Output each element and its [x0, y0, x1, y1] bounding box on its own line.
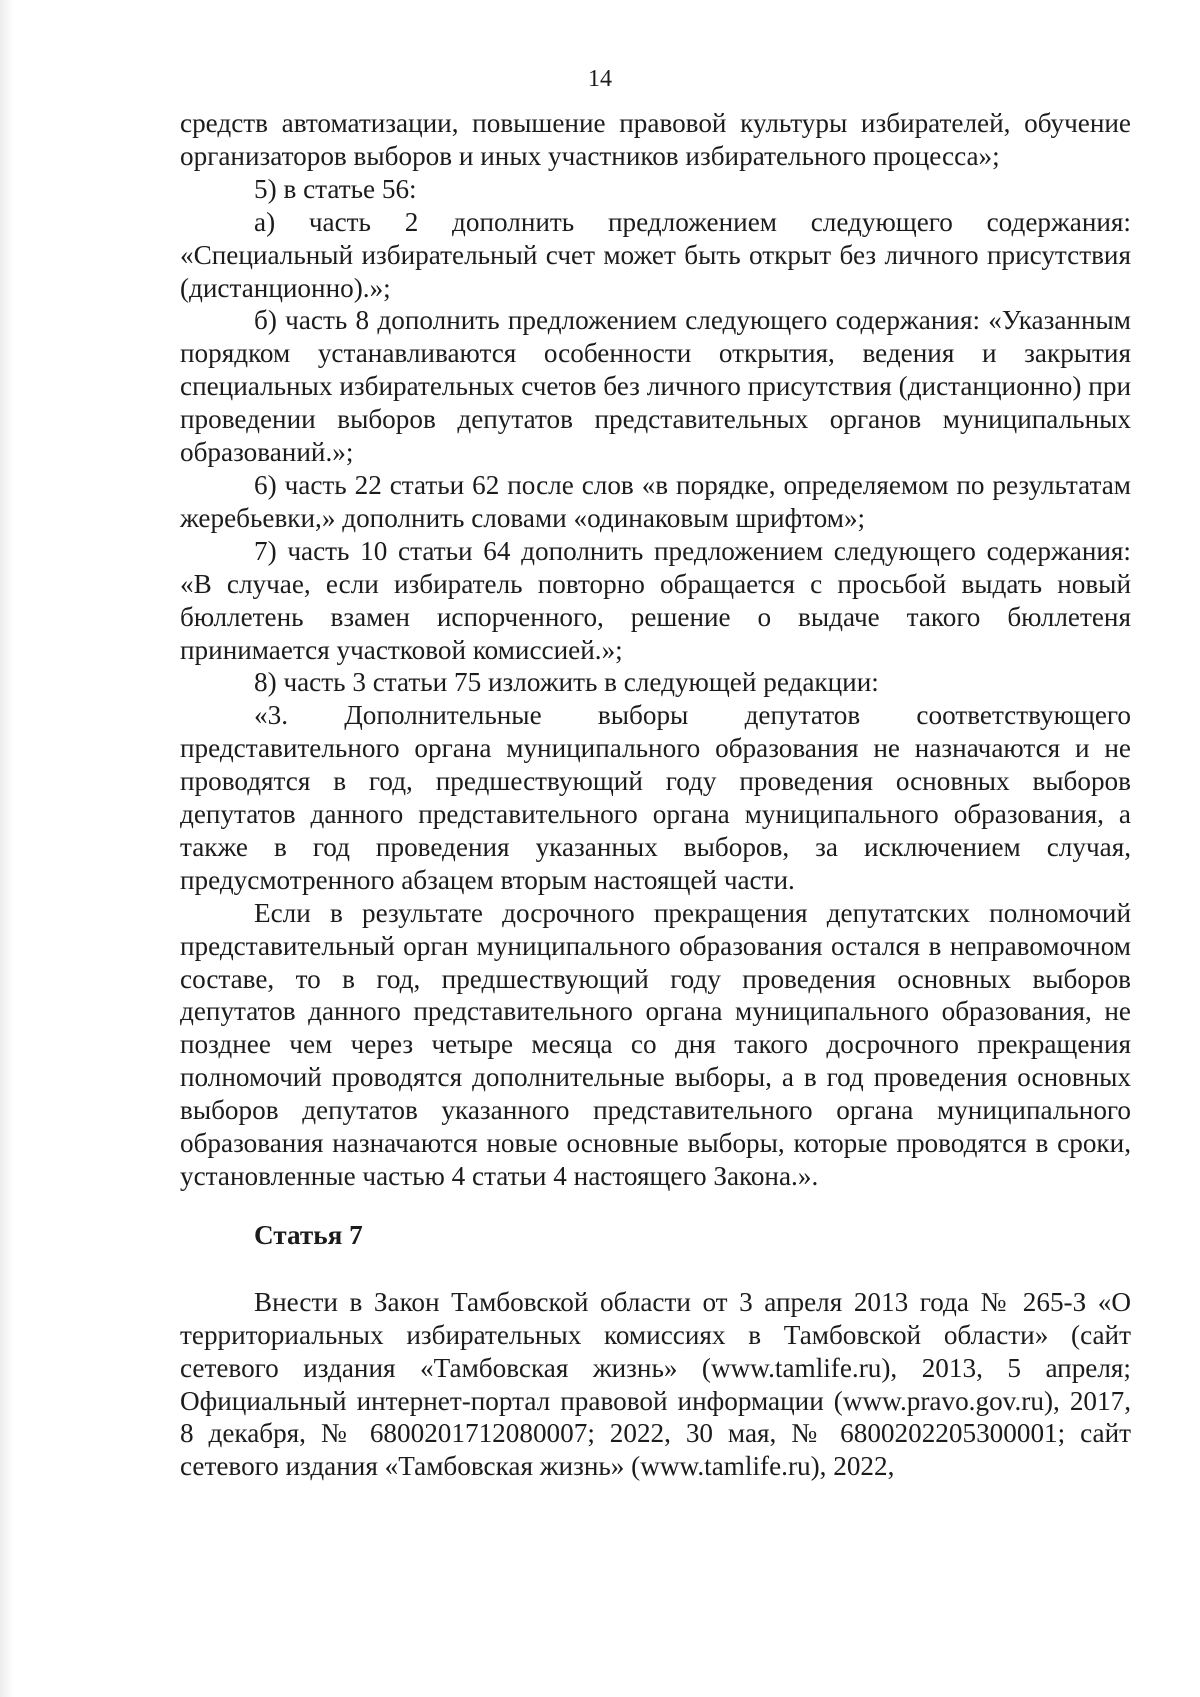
document-body	[180, 107, 1131, 1483]
page-number: 14	[588, 66, 612, 92]
paragraph-continuation: средств автоматизации, повышение правовой культуры избирателей, обучение организаторов выборов и иных участников избирательного процесса»;	[180, 108, 1131, 171]
paragraph-item-5: 5) в статье 56:	[254, 173, 417, 204]
article-text: Внести в Закон Тамбовской области от 3 апреля 2013 года № 265-З «О территориальных избирательных комиссиях в Тамбовской области» (сайт сетевого издания «Тамбовская жизнь» (www.tamlife.ru), 2013, 5 апреля; Официальный интернет-портал правовой информации (www.pravo.gov.ru), 2017, 8 декабря, № 6800201712080007; 2022, 30 мая, № 6800202205300001; сайт сетевого издания «Тамбовская жизнь» (www.tamlife.ru), 2022,	[180, 1286, 1131, 1482]
scan-edge	[0, 0, 14, 1697]
paragraph-item-5a: а) часть 2 дополнить предложением следующего содержания: «Специальный избирательный счет может быть открыт без личного присутствия (дистанционно).»;	[180, 206, 1131, 303]
paragraph-item-8: 8) часть 3 статьи 75 изложить в следующей редакции:	[254, 667, 879, 698]
paragraph-item-6: 6) часть 22 статьи 62 после слов «в порядке, определяемом по результатам жеребьевки,» дополнить словами «одинаковым шрифтом»;	[180, 469, 1131, 533]
paragraph-item-7: 7) часть 10 статьи 64 дополнить предложением следующего содержания: «В случае, если избиратель повторно обращается с просьбой выдать новый бюллетень взамен испорченного, решение о выдаче такого бюллетеня принимается участковой комиссией.»;	[180, 535, 1131, 665]
paragraph-quoted-part-3: «3. Дополнительные выборы депутатов соответствующего представительного органа муниципального образования не назначаются и не проводятся в год, предшествующий году проведения основных выборов депутатов данного представительного органа муниципального образования, а также в год проведения указанных выборов, за исключением случая, предусмотренного абзацем вторым настоящей части.	[180, 700, 1131, 895]
paragraph-item-5b: б) часть 8 дополнить предложением следующего содержания: «Указанным порядком устанавливаются особенности открытия, ведения и закрытия специальных избирательных счетов без личного присутствия (дистанционно) при проведении выборов депутатов представительных органов муниципальных образований.»;	[180, 305, 1131, 468]
article-heading: Статья 7	[254, 1219, 363, 1250]
paragraph-quoted-second-abzac: Если в результате досрочного прекращения депутатских полномочий представительный орган муниципального образования остался в неправомочном составе, то в год, предшествующий году проведения основных выборов депутатов данного представительного органа муниципального образования, не позднее чем через четыре месяца со дня такого досрочного прекращения полномочий проводятся дополнительные выборы, а в год проведения основных выборов депутатов указанного представительного органа муниципального образования назначаются новые основные выборы, которые проводятся в сроки, установленные частью 4 статьи 4 настоящего Закона.».	[180, 897, 1131, 1191]
